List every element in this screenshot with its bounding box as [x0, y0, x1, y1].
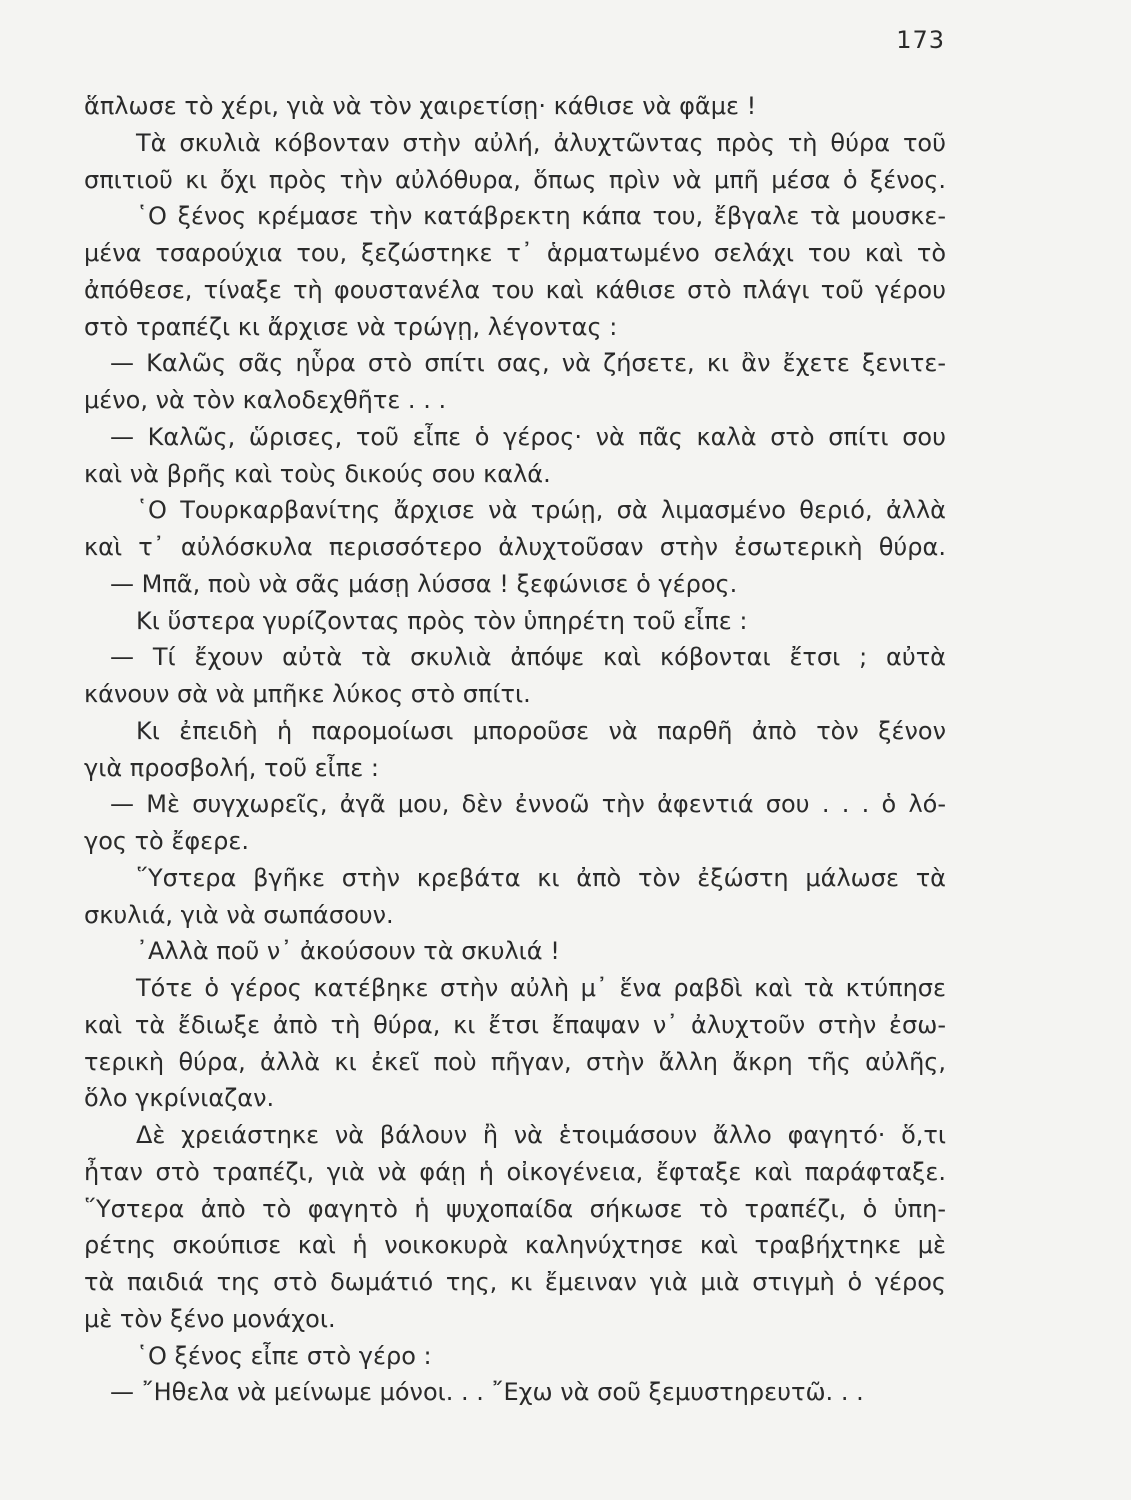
- text-line: σπιτιοῦ κι ὄχι πρὸς τὴν αὐλόθυρα, ὅπως πρὶν νὰ μπῆ μέσα ὁ ξένος.: [84, 165, 946, 194]
- text-line: ὅλο γκρίνιαζαν.: [84, 1084, 275, 1113]
- text-line: — Μὲ συγχωρεῖς, ἀγᾶ μου, δὲν ἐννοῶ τὴν ἀφεντιά σου . . . ὁ λό-: [110, 790, 946, 819]
- text-line: στὸ τραπέζι κι ἄρχισε νὰ τρώγῃ, λέγοντας :: [84, 312, 618, 341]
- text-line: — ῎Ηθελα νὰ μείνωμε μόνοι. . . ῎Εχω νὰ σοῦ ξεμυστηρευτῶ. . .: [110, 1378, 864, 1407]
- text-line: καὶ νὰ βρῆς καὶ τοὺς δικούς σου καλά.: [84, 459, 551, 488]
- text-line: γος τὸ ἔφερε.: [84, 827, 249, 855]
- text-line: ῾Ο ξένος εἶπε στὸ γέρο :: [136, 1341, 432, 1370]
- text-line: ῞Υστερα βγῆκε στὴν κρεβάτα κι ἀπὸ τὸν ἐξώστη μάλωσε τὰ: [136, 863, 946, 892]
- page-number: 173: [896, 26, 945, 54]
- text-line: μὲ τὸν ξένο μονάχοι.: [84, 1304, 336, 1333]
- text-line: τερικὴ θύρα, ἀλλὰ κι ἐκεῖ ποὺ πῆγαν, στὴν ἄλλη ἄκρη τῆς αὐλῆς,: [84, 1047, 946, 1076]
- text-line: ῾Ο ξένος κρέμασε τὴν κατάβρεκτη κάπα του, ἔβγαλε τὰ μουσκε-: [136, 202, 946, 231]
- text-line: ἅπλωσε τὸ χέρι, γιὰ νὰ τὸν χαιρετίσῃ· κάθισε νὰ φᾶμε !: [84, 92, 757, 120]
- text-line: Τότε ὁ γέρος κατέβηκε στὴν αὐλὴ μ᾿ ἕνα ραβδὶ καὶ τὰ κτύπησε: [136, 974, 946, 1002]
- text-line: Κι ἐπειδὴ ἡ παρομοίωσι μποροῦσε νὰ παρθῆ ἀπὸ τὸν ξένον: [136, 716, 946, 745]
- body-text: [84, 88, 946, 1411]
- text-line: ρέτης σκούπισε καὶ ἡ νοικοκυρὰ καληνύχτησε καὶ τραβήχτηκε μὲ: [84, 1231, 946, 1260]
- text-line: — Μπᾶ, ποὺ νὰ σᾶς μάσῃ λύσσα ! ξεφώνισε ὁ γέρος.: [110, 569, 738, 598]
- text-line: Κι ὕστερα γυρίζοντας πρὸς τὸν ὑπηρέτη τοῦ εἶπε :: [136, 606, 748, 635]
- text-line: ῞Υστερα ἀπὸ τὸ φαγητὸ ἡ ψυχοπαίδα σήκωσε τὸ τραπέζι, ὁ ὑπη-: [84, 1194, 946, 1223]
- text-line: — Καλῶς, ὥρισες, τοῦ εἶπε ὁ γέρος· νὰ πᾶς καλὰ στὸ σπίτι σου: [110, 422, 946, 451]
- text-line: σκυλιά, γιὰ νὰ σωπάσουν.: [84, 900, 394, 929]
- text-line: γιὰ προσβολή, τοῦ εἶπε :: [84, 753, 379, 782]
- text-line: καὶ τὰ ἔδιωξε ἀπὸ τὴ θύρα, κι ἔτσι ἔπαψαν ν᾿ ἀλυχτοῦν στὴν ἐσω-: [84, 1010, 946, 1039]
- text-line: ἀπόθεσε, τίναξε τὴ φουστανέλα του καὶ κάθισε στὸ πλάγι τοῦ γέρου: [84, 275, 946, 304]
- text-line: καὶ τ᾿ αὐλόσκυλα περισσότερο ἀλυχτοῦσαν στὴν ἐσωτερικὴ θύρα.: [84, 533, 946, 561]
- text-line: Τὰ σκυλιὰ κόβονταν στὴν αὐλή, ἀλυχτῶντας πρὸς τὴ θύρα τοῦ: [136, 128, 946, 157]
- text-line: ῾Ο Τουρκαρβανίτης ἄρχισε νὰ τρώῃ, σὰ λιμασμένο θεριό, ἀλλὰ: [136, 496, 946, 525]
- text-line: κάνουν σὰ νὰ μπῆκε λύκος στὸ σπίτι.: [84, 680, 531, 708]
- text-line: μένα τσαρούχια του, ξεζώστηκε τ᾿ ἁρματωμένο σελάχι του καὶ τὸ: [84, 239, 946, 267]
- text-line: Δὲ χρειάστηκε νὰ βάλουν ἢ νὰ ἑτοιμάσουν ἄλλο φαγητό· ὅ,τι: [136, 1121, 946, 1149]
- text-line: τὰ παιδιά της στὸ δωμάτιό της, κι ἔμειναν γιὰ μιὰ στιγμὴ ὁ γέρος: [84, 1268, 946, 1296]
- text-line: — Καλῶς σᾶς ηὗρα στὸ σπίτι σας, νὰ ζήσετε, κι ἂν ἔχετε ξενιτε-: [110, 349, 946, 378]
- text-line: — Τί ἔχουν αὐτὰ τὰ σκυλιὰ ἀπόψε καὶ κόβονται ἔτσι ; αὐτὰ: [110, 643, 946, 672]
- text-line: ἦταν στὸ τραπέζι, γιὰ νὰ φάῃ ἡ οἰκογένεια, ἔφταξε καὶ παράφταξε.: [84, 1157, 946, 1186]
- text-line: ᾿Αλλὰ ποῦ ν᾿ ἀκούσουν τὰ σκυλιά !: [136, 937, 560, 966]
- text-line: μένο, νὰ τὸν καλοδεχθῆτε . . .: [84, 386, 447, 414]
